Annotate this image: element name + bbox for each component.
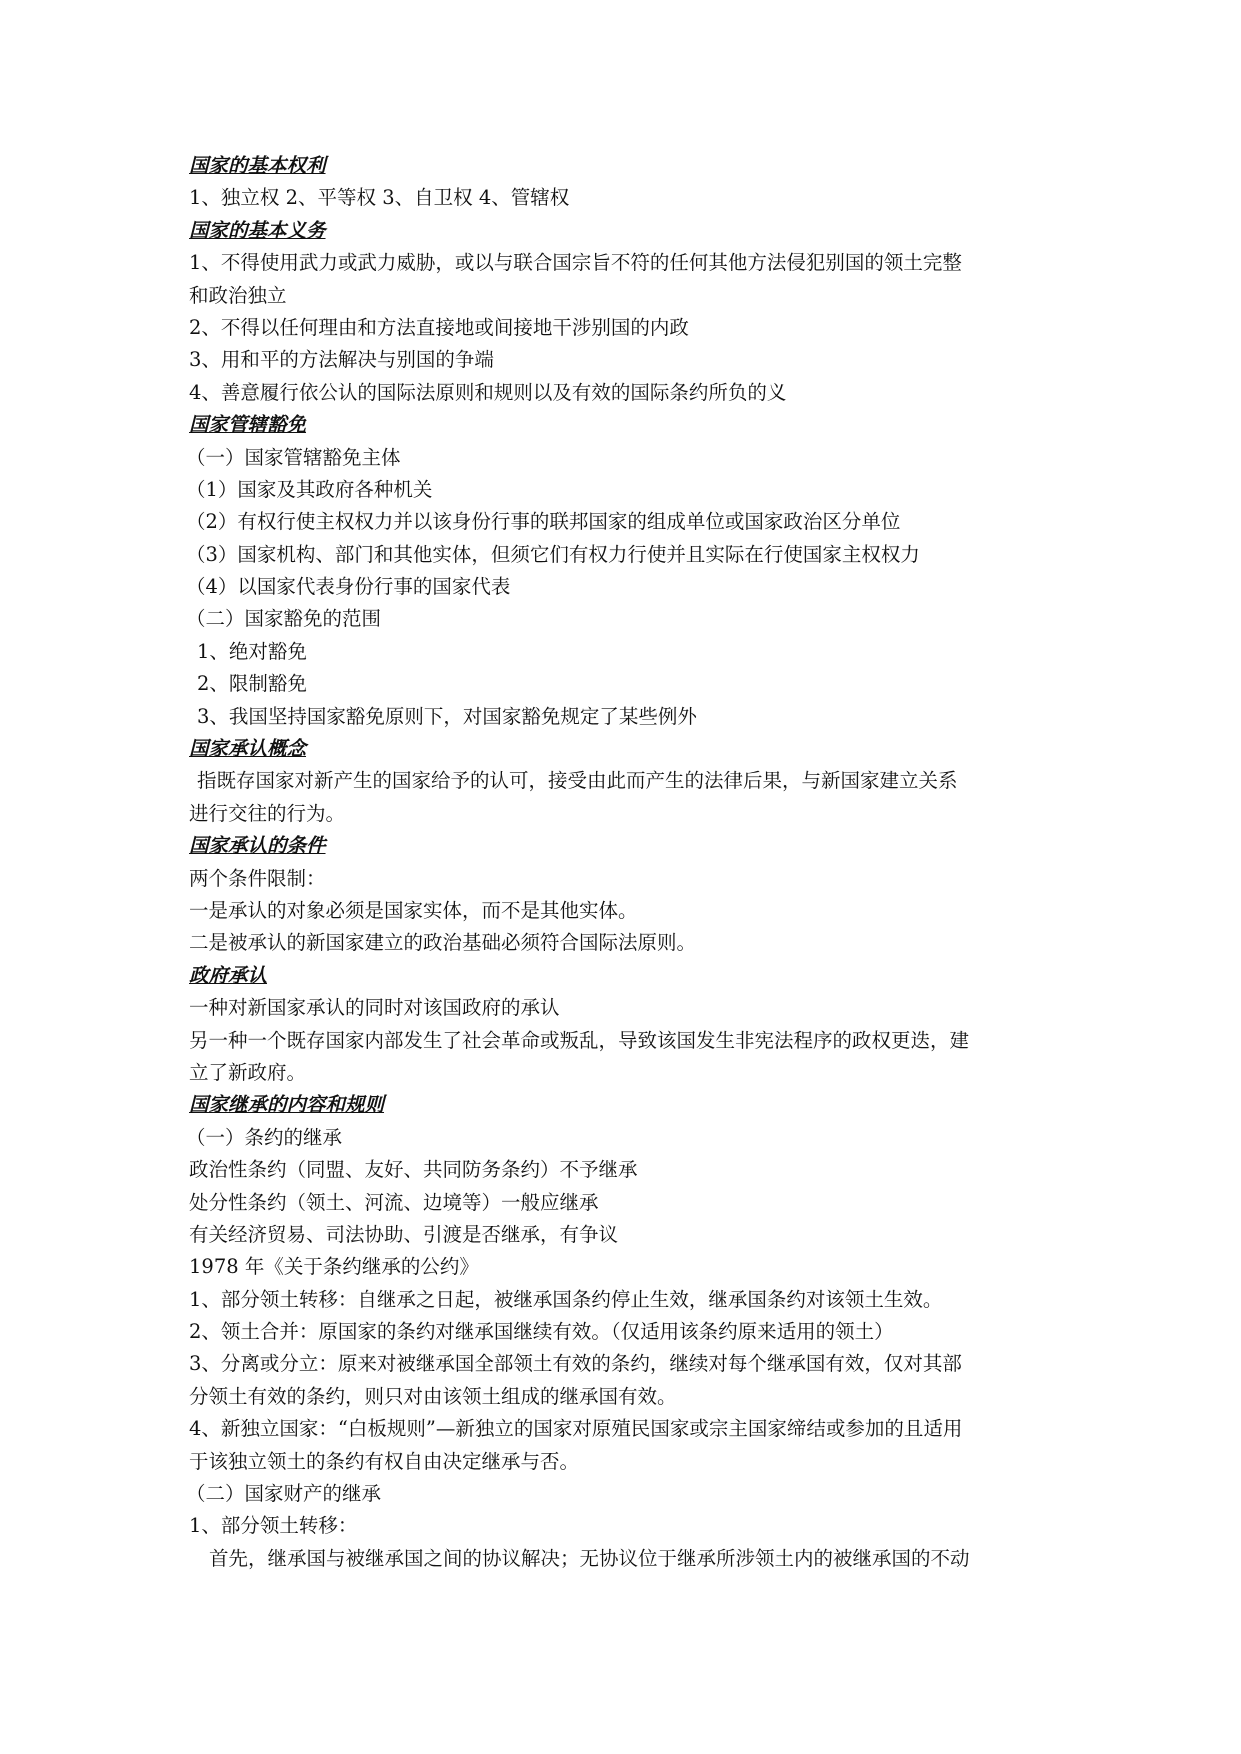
text-line: 2、领土合并：原国家的条约对继承国继续有效。（仅适用该条约原来适用的领土） xyxy=(189,1320,894,1344)
text-line: 1、独立权 2、平等权 3、自卫权 4、管辖权 xyxy=(189,186,570,210)
text-line: 另一种一个既存国家内部发生了社会革命或叛乱，导致该国发生非宪法程序的政权更迭，建 xyxy=(189,1028,970,1052)
text-line: 一种对新国家承认的同时对该国政府的承认 xyxy=(189,996,560,1020)
text-line: （二）国家豁免的范围 xyxy=(186,607,382,631)
text-line: 1978 年《关于条约继承的公约》 xyxy=(189,1255,479,1279)
text-line: 1、绝对豁免 xyxy=(197,639,307,663)
text-line: 指既存国家对新产生的国家给予的认可，接受由此而产生的法律后果，与新国家建立关系 xyxy=(197,769,958,793)
text-line: 于该独立领土的条约有权自由决定继承与否。 xyxy=(189,1449,580,1473)
text-line: 处分性条约（领土、河流、边境等）一般应继承 xyxy=(189,1190,599,1214)
section-heading: 国家的基本权利 xyxy=(189,154,326,177)
text-line: 1、不得使用武力或武力威胁，或以与联合国宗旨不符的任何其他方法侵犯别国的领土完整 xyxy=(189,251,962,275)
text-line: 2、限制豁免 xyxy=(197,672,307,696)
text-line: 3、我国坚持国家豁免原则下，对国家豁免规定了某些例外 xyxy=(197,704,697,728)
text-line: 1、部分领土转移： xyxy=(189,1514,358,1538)
text-line: 3、分离或分立：原来对被继承国全部领土有效的条约，继续对每个继承国有效，仅对其部 xyxy=(189,1352,962,1376)
text-line: 有关经济贸易、司法协助、引渡是否继承，有争议 xyxy=(189,1222,619,1246)
text-line: （一）国家管辖豁免主体 xyxy=(186,445,401,469)
text-line: 4、新独立国家：“白板规则”—新独立的国家对原殖民国家或宗主国家缔结或参加的且适用 xyxy=(189,1417,963,1441)
document-body xyxy=(186,150,1089,1575)
text-line: 首先，继承国与被继承国之间的协议解决；无协议位于继承所涉领土内的被继承国的不动 xyxy=(209,1546,970,1570)
text-line: 一是承认的对象必须是国家实体，而不是其他实体。 xyxy=(189,898,638,922)
text-line: 和政治独立 xyxy=(189,283,287,307)
section-heading: 国家管辖豁免 xyxy=(189,413,307,437)
text-line: （2）有权行使主权权力并以该身份行事的联邦国家的组成单位或国家政治区分单位 xyxy=(186,510,901,534)
text-line: 政治性条约（同盟、友好、共同防务条约）不予继承 xyxy=(189,1158,638,1182)
text-line: （二）国家财产的继承 xyxy=(186,1482,382,1506)
text-line: 两个条件限制： xyxy=(189,866,326,890)
section-heading: 国家承认概念 xyxy=(189,737,307,761)
text-line: 2、不得以任何理由和方法直接地或间接地干涉别国的内政 xyxy=(189,315,689,339)
section-heading: 政府承认 xyxy=(189,963,268,987)
text-line: 二是被承认的新国家建立的政治基础必须符合国际法原则。 xyxy=(189,931,697,955)
text-line: 进行交往的行为。 xyxy=(189,801,346,825)
text-line: 4、善意履行依公认的国际法原则和规则以及有效的国际条约所负的义 xyxy=(189,380,787,404)
section-heading: 国家的基本义务 xyxy=(189,218,326,242)
text-line: 1、部分领土转移：自继承之日起，被继承国条约停止生效，继承国条约对该领土生效。 xyxy=(189,1287,943,1311)
text-line: （3）国家机构、部门和其他实体，但须它们有权力行使并且实际在行使国家主权权力 xyxy=(186,542,920,566)
text-line: （4）以国家代表身份行事的国家代表 xyxy=(186,575,511,599)
text-line: 3、用和平的方法解决与别国的争端 xyxy=(189,348,494,372)
text-line: （1）国家及其政府各种机关 xyxy=(186,477,433,501)
text-line: 立了新政府。 xyxy=(189,1060,307,1084)
text-line: 分领土有效的条约，则只对由该领土组成的继承国有效。 xyxy=(189,1384,677,1408)
section-heading: 国家承认的条件 xyxy=(189,834,326,858)
text-line: （一）条约的继承 xyxy=(186,1125,343,1149)
section-heading: 国家继承的内容和规则 xyxy=(189,1093,385,1117)
